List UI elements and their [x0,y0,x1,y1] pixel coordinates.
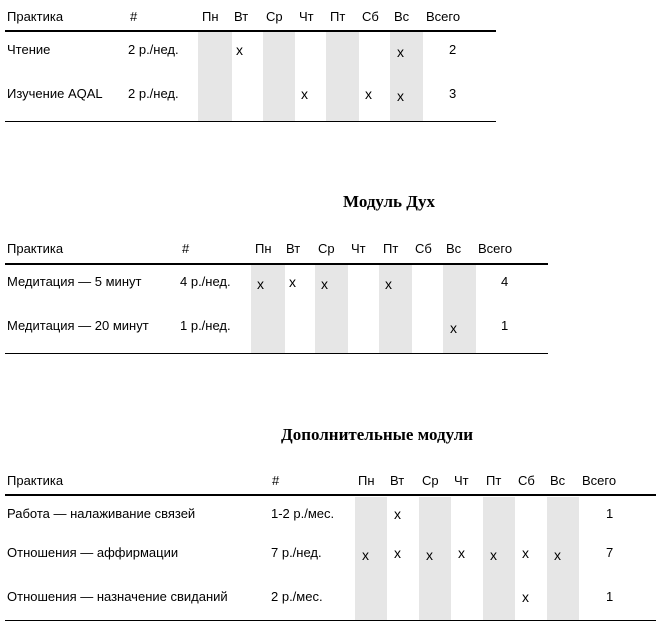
day-mark: x [554,547,561,563]
header-rule [5,263,548,265]
header-total: Всего [426,9,461,24]
column-shade [483,497,515,621]
day-mark: x [522,545,529,561]
header-rule [5,30,496,32]
day-mark: x [450,320,457,336]
header-day-tue: Вт [390,473,405,488]
row-total: 4 [501,274,509,289]
column-shade [379,265,412,354]
header-practice: Практика [7,473,64,488]
header-day-fri: Пт [383,241,399,256]
row-frequency: 2 р./нед. [128,86,179,101]
header-day-sun: Вс [550,473,566,488]
header-day-wed: Ср [266,9,283,24]
header-day-sat: Сб [362,9,379,24]
row-practice-name: Чтение [7,42,51,57]
row-practice-name: Медитация — 20 минут [7,318,149,333]
column-shade [326,32,359,122]
header-day-fri: Пт [486,473,502,488]
header-day-fri: Пт [330,9,346,24]
header-day-thu: Чт [299,9,314,24]
header-day-tue: Вт [286,241,301,256]
header-total: Всего [478,241,513,256]
section-title: Модуль Дух [343,192,435,211]
day-mark: x [426,547,433,563]
header-day-sun: Вс [446,241,462,256]
row-total: 1 [606,589,614,604]
header-day-wed: Ср [318,241,335,256]
row-practice-name: Изучение AQAL [7,86,103,101]
day-mark: x [522,589,529,605]
row-frequency: 4 р./нед. [180,274,231,289]
header-day-sat: Сб [415,241,432,256]
day-mark: x [385,276,392,292]
row-frequency: 7 р./нед. [271,545,322,560]
row-frequency: 2 р./мес. [271,589,323,604]
header-total: Всего [582,473,617,488]
day-mark: x [321,276,328,292]
header-practice: Практика [7,241,64,256]
day-mark: x [458,545,465,561]
day-mark: x [397,88,404,104]
header-rule [5,494,656,496]
header-frequency: # [182,241,190,256]
day-mark: x [236,42,243,58]
table-bottom-rule [5,121,496,122]
day-mark: x [365,86,372,102]
row-total: 1 [606,506,614,521]
day-mark: x [397,44,404,60]
day-mark: x [301,86,308,102]
day-mark: x [394,545,401,561]
section-title: Дополнительные модули [281,425,474,444]
header-day-thu: Чт [351,241,366,256]
day-mark: x [490,547,497,563]
header-day-sat: Сб [518,473,535,488]
column-shade [315,265,348,354]
column-shade [390,32,423,122]
row-practice-name: Работа — налаживание связей [7,506,196,521]
row-total: 7 [606,545,614,560]
header-day-tue: Вт [234,9,249,24]
row-frequency: 1-2 р./мес. [271,506,335,521]
row-total: 1 [501,318,509,333]
day-mark: x [394,506,401,522]
table-bottom-rule [5,620,656,621]
row-practice-name: Отношения — аффирмации [7,545,179,560]
day-mark: x [289,274,296,290]
header-frequency: # [130,9,138,24]
header-day-wed: Ср [422,473,439,488]
column-shade [263,32,295,122]
header-day-mon: Пн [358,473,375,488]
column-shade [547,497,579,621]
column-shade [419,497,451,621]
day-mark: x [362,547,369,563]
column-shade [198,32,232,122]
row-frequency: 1 р./нед. [180,318,231,333]
day-mark: x [257,276,264,292]
header-day-thu: Чт [454,473,469,488]
row-frequency: 2 р./нед. [128,42,179,57]
row-practice-name: Отношения — назначение свиданий [7,589,228,604]
header-day-mon: Пн [202,9,219,24]
table-bottom-rule [5,353,548,354]
header-day-sun: Вс [394,9,410,24]
column-shade [443,265,476,354]
header-frequency: # [272,473,280,488]
row-total: 2 [449,42,457,57]
row-practice-name: Медитация — 5 минут [7,274,142,289]
row-total: 3 [449,86,457,101]
header-practice: Практика [7,9,64,24]
header-day-mon: Пн [255,241,272,256]
column-shade [355,497,387,621]
